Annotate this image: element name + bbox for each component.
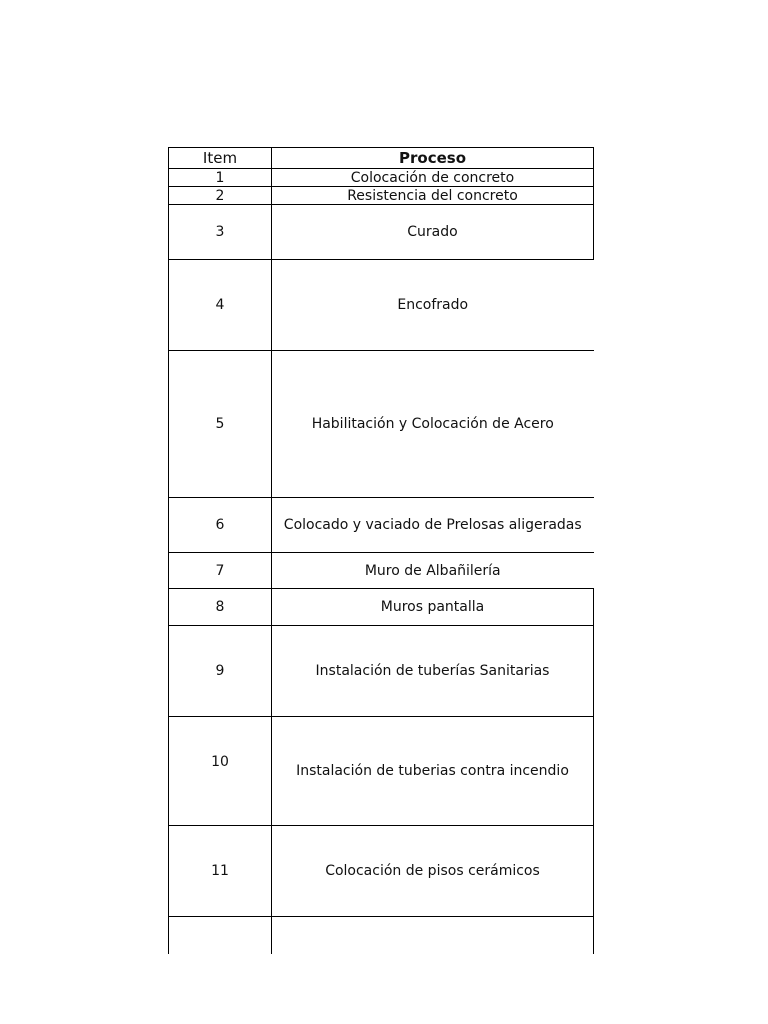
row-proceso [272,917,594,955]
table-row [169,498,594,553]
table-row [169,169,594,187]
row-item: 6 [169,498,272,553]
row-proceso: Colocado y vaciado de Prelosas aligeradas [272,498,594,553]
row-item: 7 [169,553,272,589]
row-proceso: Muros pantalla [272,589,594,626]
table-row [169,351,594,498]
row-item: 5 [169,351,272,498]
row-proceso: Curado [272,205,594,260]
process-table-page [168,147,594,954]
header-item: Item [169,148,272,169]
row-item: 1 [169,169,272,187]
table-row [169,626,594,717]
row-proceso: Muro de Albañilería [272,553,594,589]
table-header-row [169,148,594,169]
process-table [168,147,594,954]
row-item: 11 [169,826,272,917]
table-row [169,205,594,260]
table-row [169,260,594,351]
row-item: 9 [169,626,272,717]
row-proceso: Resistencia del concreto [272,187,594,205]
table-row [169,589,594,626]
table-row [169,917,594,955]
row-proceso: Instalación de tuberías Sanitarias [272,626,594,717]
row-item: 8 [169,589,272,626]
row-proceso: Colocación de concreto [272,169,594,187]
row-item: 2 [169,187,272,205]
table-row [169,717,594,826]
row-item: 10 [169,717,272,826]
row-proceso: Instalación de tuberias contra incendio [272,717,594,826]
header-proceso: Proceso [272,148,594,169]
row-proceso: Habilitación y Colocación de Acero [272,351,594,498]
row-item: 4 [169,260,272,351]
table-row [169,553,594,589]
table-row [169,826,594,917]
row-item: 3 [169,205,272,260]
row-proceso: Colocación de pisos cerámicos [272,826,594,917]
row-proceso: Encofrado [272,260,594,351]
table-row [169,187,594,205]
row-item [169,917,272,955]
